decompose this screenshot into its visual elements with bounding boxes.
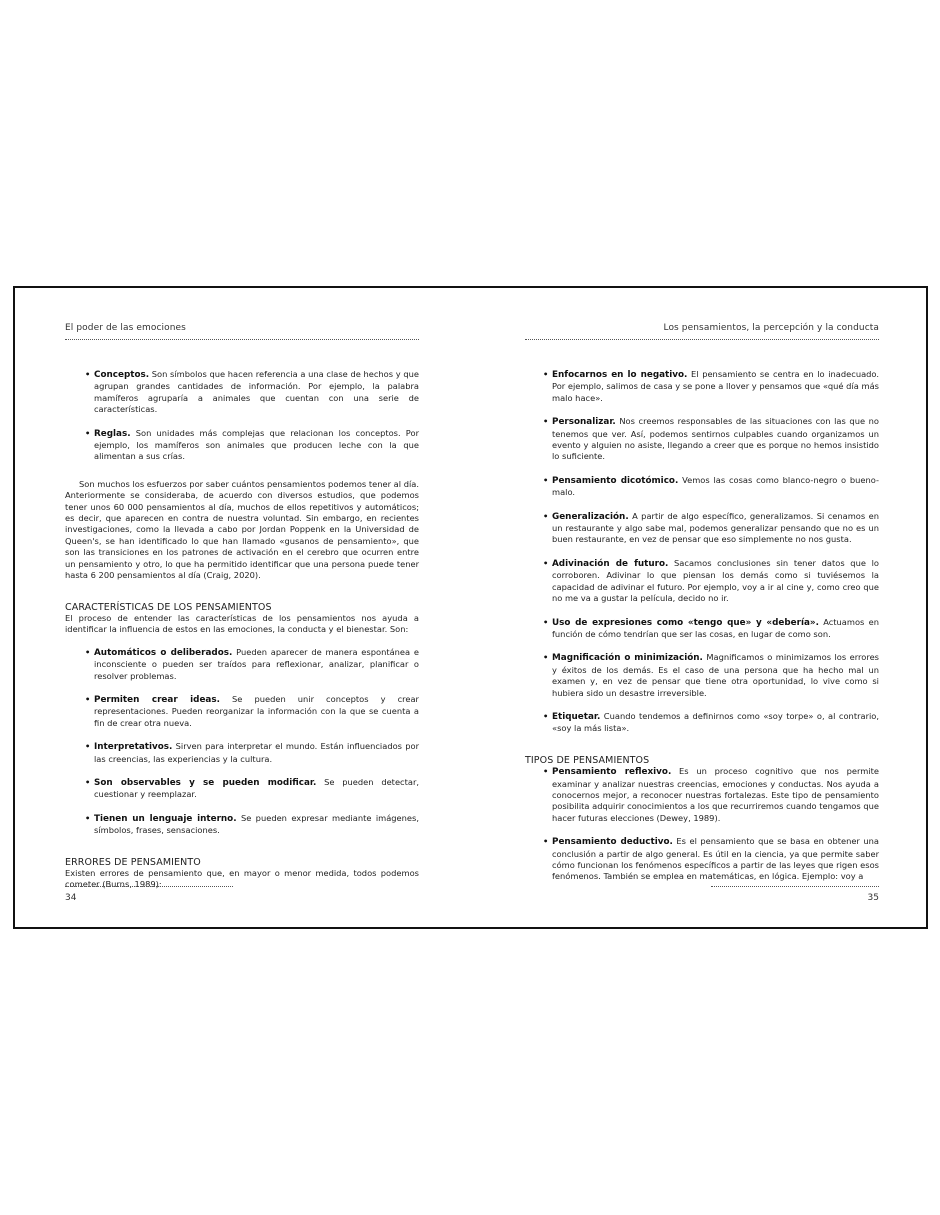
right-page [525,288,879,927]
list-item-text: El pensamiento se centra en lo inadecuado. Por ejemplo, salimos de casa y se pone a llover y pensamos que «qué día más malo hace». [552,369,880,403]
list-item [525,617,879,641]
page-number: 34 [65,893,77,903]
footer-divider [711,886,879,887]
list-item [525,369,879,404]
list-item-text: Vemos las cosas como blanco-negro o bueno-malo. [552,474,880,498]
list-item-text: Actuamos en función de cómo tendrían que ser las cosas, en lugar de como son. [552,616,879,639]
list-item-term: Adivinación de futuro. [552,558,669,569]
section-heading: TIPOS DE PENSAMIENTOS [525,754,650,766]
list-item-text: Pueden aparecer de manera espontánea e inconsciente o pueden ser traídos para reflexionar, analizar, planificar o resolver problemas. [94,646,419,681]
list-item [65,428,419,463]
list-item-text: Magnificamos o minimizamos los errores y éxitos de los demás. Es el caso de una persona que ha hecho mal un examen y, en vez de pensar que tiene otra oportunidad, lo vive como si hubiera sido un desastre irreversible. [552,652,879,698]
list-item-term: Son observables y se pueden modificar. [94,777,317,788]
list-item-term: Automáticos o deliberados. [94,647,233,658]
list-item-term: Pensamiento reflexivo. [552,767,672,778]
book-spread [13,286,928,929]
list-item-text: Es el pensamiento que se basa en obtener una conclusión a partir de algo general. Es útil en la ciencia, ya que permite saber cómo funcionan los fenómenos específicos a partir de las leyes que rigen esos fenómenos. También se emplea en matemáticas, en lógica. Ejemplo: voy a [552,836,879,882]
list-item [65,694,419,729]
section-intro: El proceso de entender las características de los pensamientos nos ayuda a identificar la influencia de estos en las emociones, la conducta y el bienestar. Son: [65,612,419,635]
list-item-text: Son símbolos que hacen referencia a una clase de hechos y que agrupan grandes cantidades de información. Por ejemplo, la palabra mamíferos agruparía a animales que cuentan con una serie de características. [94,369,419,415]
list-item-term: Pensamiento dicotómico. [552,475,679,486]
page-body [525,369,879,895]
list-item [525,836,879,883]
body-paragraph: Son muchos los esfuerzos por saber cuántos pensamientos podemos tener al día. Anteriormente se consideraba, de acuerdo con diversos estudios, que podemos tener unos 60 000 pensamientos al día, muchos de ellos repetitivos y automáticos; es decir, que aparecen en contra de nuestra voluntad. Sin embargo, en recientes investigaciones, como la llevada a cabo por Jordan Poppenk en la Universidad de Queen's, se han identificado lo que han llamado «gusanos de pensamiento», que son las transiciones en los patrones de activación en el cerebro que ocurren entre un pensamiento y otro, lo que ha permitido identificar que una persona puede tener hasta 6 200 pensamientos al día (Craig, 2020). [65,478,419,581]
footer-divider [65,886,233,887]
list-item-text: Son unidades más complejas que relacionan los conceptos. Por ejemplo, los mamíferos son animales que producen leche con la que alimentan a sus crías. [94,427,419,462]
page-number: 35 [867,893,879,903]
list-item-term: Conceptos. [94,370,150,380]
list-item [525,711,879,735]
list-item-term: Tienen un lenguaje interno. [94,813,237,824]
list-item-term: Permiten crear ideas. [94,694,220,705]
list-item [65,813,419,837]
list-item-term: Reglas. [94,428,131,439]
list-item-term: Uso de expresiones como «tengo que» y «debería». [552,617,819,628]
list-item [525,416,879,463]
list-item [65,777,419,801]
section-heading: CARACTERÍSTICAS DE LOS PENSAMIENTOS [65,601,272,613]
page-body [65,369,419,891]
list-item-text: Se pueden expresar mediante imágenes, símbolos, frases, sensaciones. [94,812,419,836]
list-item-text: A partir de algo específico, generalizamos. Si cenamos en un restaurante y algo sabe mal, podemos generalizar pensando que no es un buen restaurante, en vez de pensar que eso simplemente no nos gusta. [552,510,879,545]
section-intro: Existen errores de pensamiento que, en mayor o menor medida, todos podemos cometer (Burns, 1989): [65,868,419,890]
left-page [65,288,419,927]
running-head: El poder de las emociones [65,323,186,333]
header-divider [65,339,419,340]
list-item-text: Sirven para interpretar el mundo. Están influenciados por las creencias, las experiencias y la cultura. [94,741,419,764]
header-divider [525,339,879,340]
list-item-term: Personalizar. [552,417,616,428]
list-item-text: Se pueden unir conceptos y crear representaciones. Pueden reorganizar la información con la que se cuenta a fin de crear otra nueva. [94,693,419,728]
list-item-term: Interpretativos. [94,742,173,753]
list-item-term: Generalización. [552,511,629,522]
list-item-text: Es un proceso cognitivo que nos permite examinar y analizar nuestras creencias, emociones y conductas. Nos ayuda a conocernos mejor, a reconocer nuestras fortalezas. Este tipo de pensamiento posibilita adquirir conocimientos a los que recurriremos cuando tengamos que hacer futuras elecciones (Dewey, 1989). [552,766,879,823]
list-item-term: Pensamiento deductivo. [552,837,673,848]
list-item [525,766,879,824]
list-item-text: Sacamos conclusiones sin tener datos que lo corroboren. Adivinar lo que piensan los demás como si tuviésemos la capacidad de adivinar el futuro. Por ejemplo, voy a ir al cine y, como creo que no me va a gustar la película, decido no ir. [552,557,879,604]
list-item-text: Cuando tendemos a definirnos como «soy torpe» o, al contrario, «soy la más lista». [552,710,879,734]
list-item [65,741,419,765]
list-item [525,475,879,499]
list-item [525,652,879,699]
list-item [525,558,879,605]
list-item [65,369,419,416]
list-item-text: Se pueden detectar, cuestionar y reemplazar. [94,776,419,800]
list-item-term: Enfocarnos en lo negativo. [552,370,688,380]
list-item-text: Nos creemos responsables de las situaciones con las que no tenemos que ver. Así, podemos sentirnos culpables cuando organizamos un evento y alguien no asiste, llegando a creer que es porque no hemos insistido lo suficiente. [552,416,879,462]
list-item-term: Magnificación o minimización. [552,653,703,664]
list-item [525,511,879,546]
list-item [65,647,419,682]
running-head: Los pensamientos, la percepción y la conducta [663,323,879,333]
list-item-term: Etiquetar. [552,711,601,722]
section-heading: ERRORES DE PENSAMIENTO [65,856,201,868]
